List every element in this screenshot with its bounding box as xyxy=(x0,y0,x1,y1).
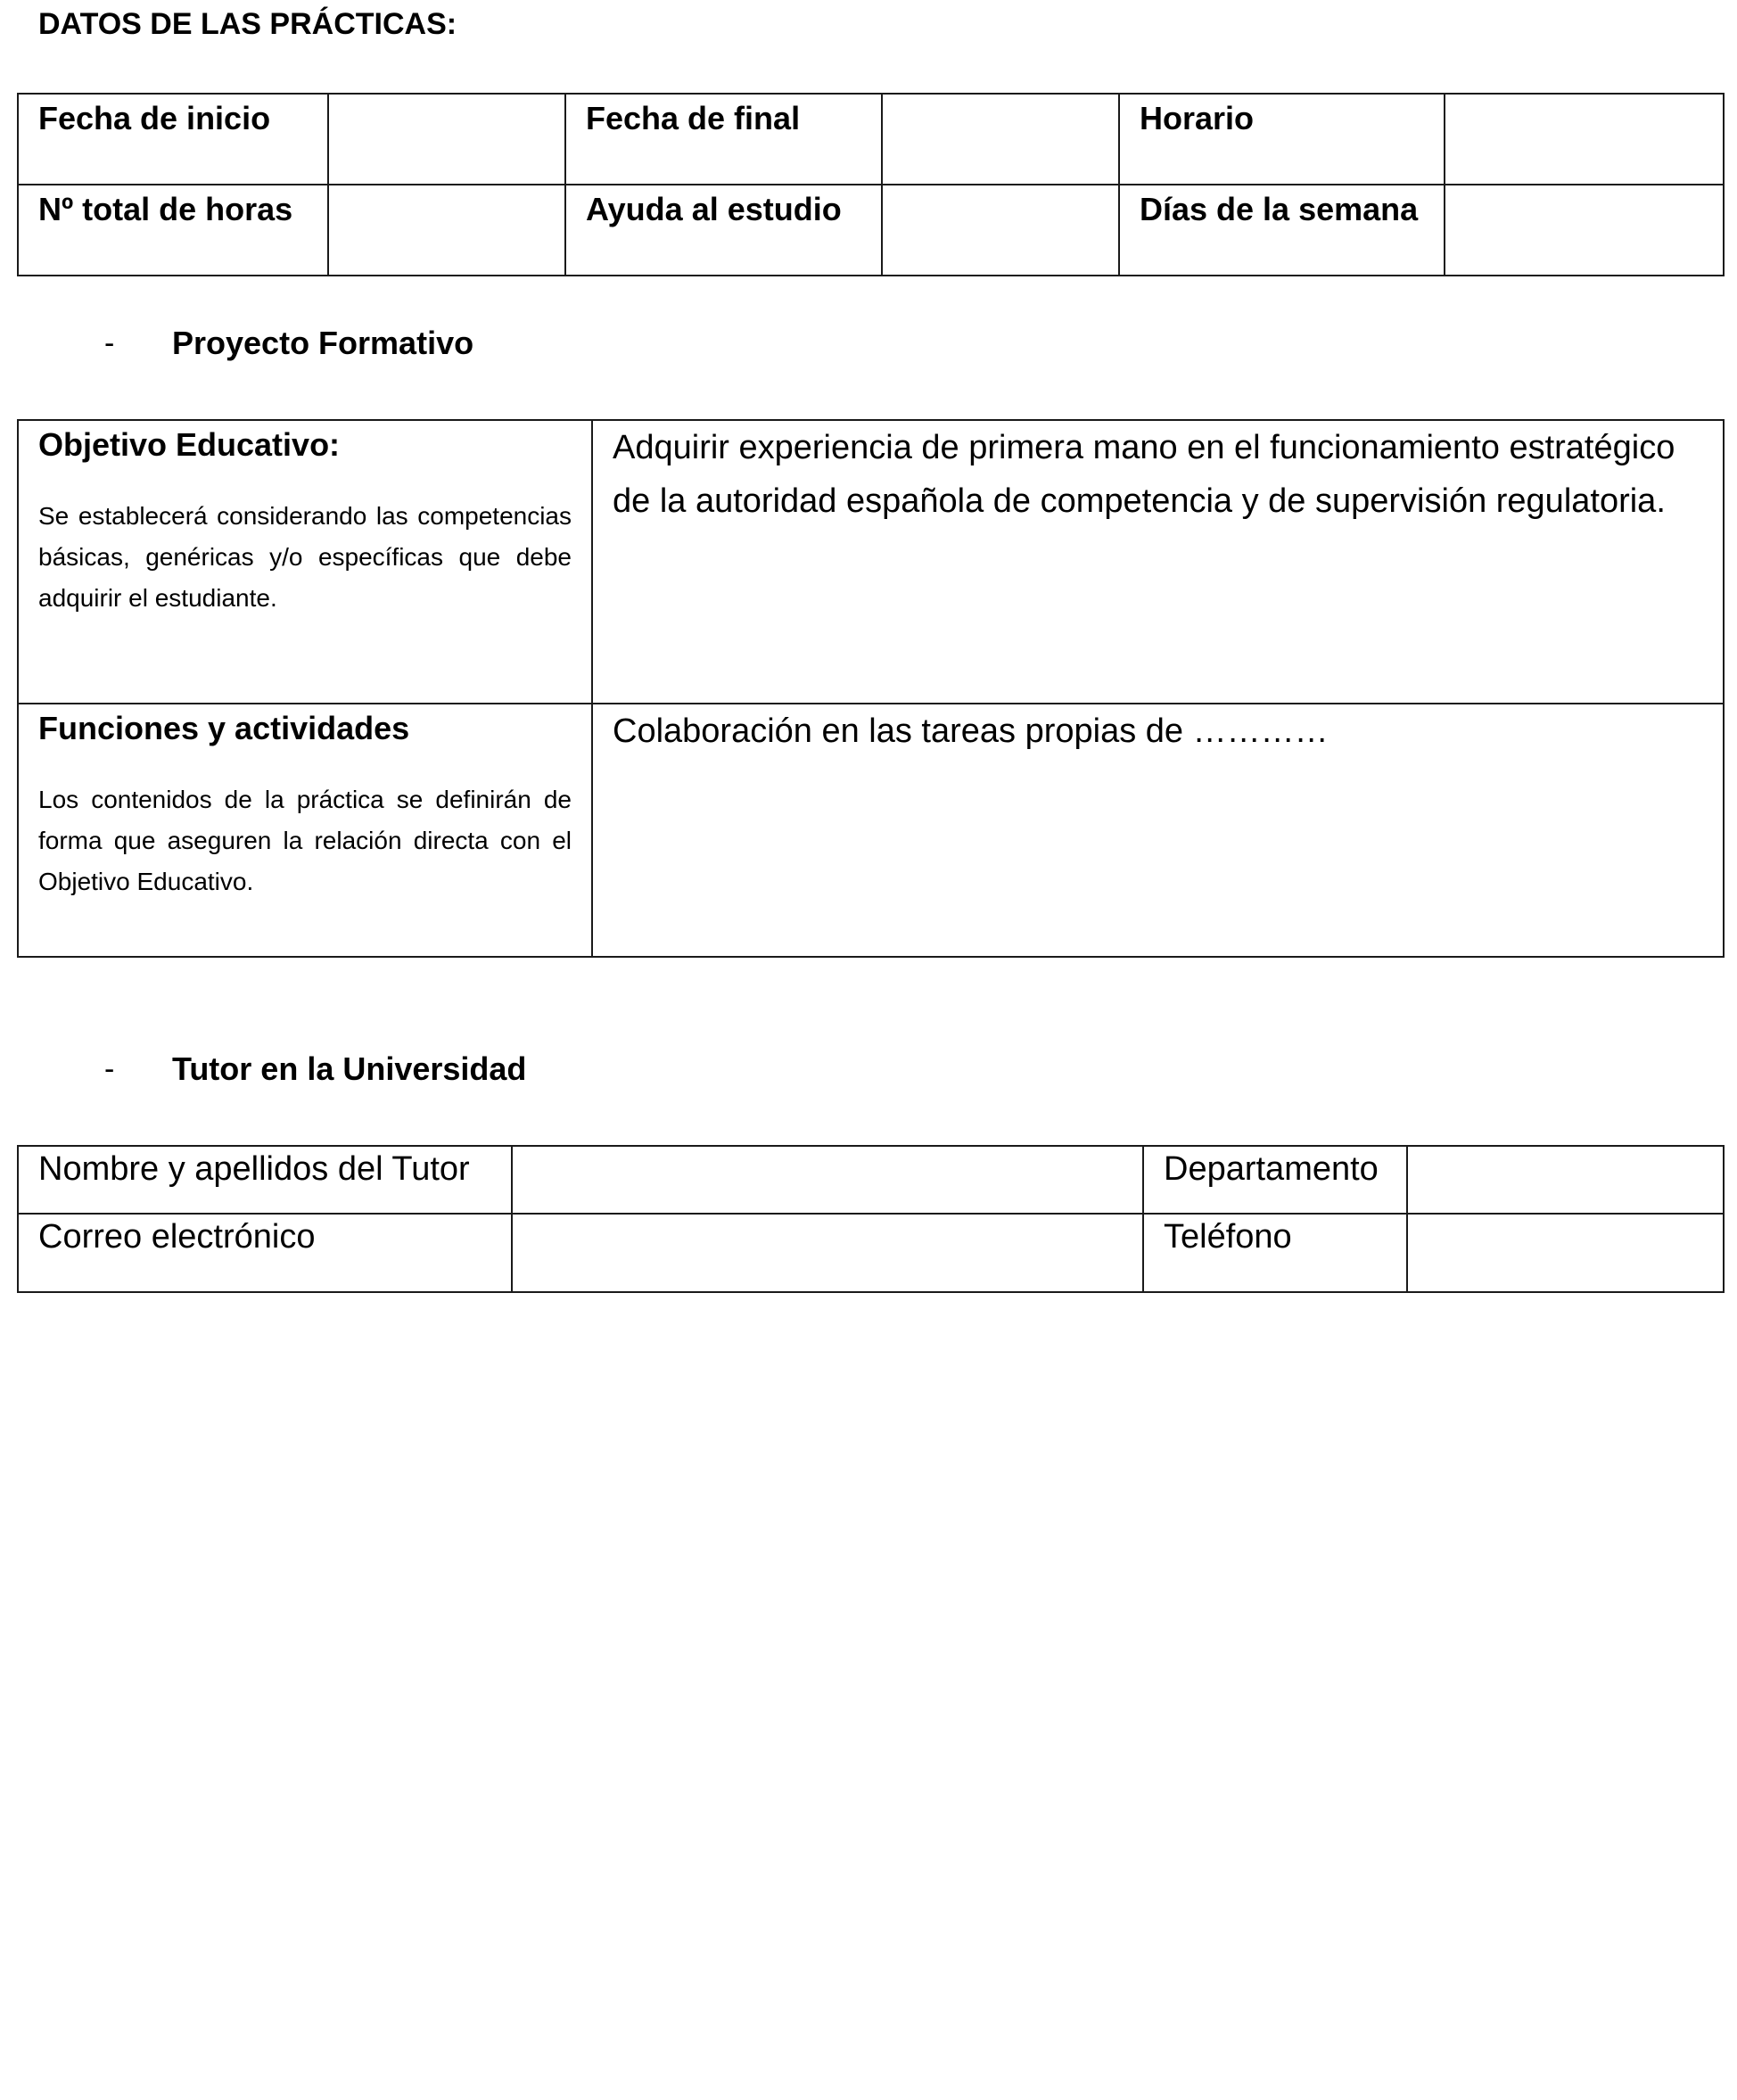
correo-value[interactable] xyxy=(512,1214,1143,1292)
objetivo-educativo-value[interactable]: Adquirir experiencia de primera mano en el funcionamiento estratégico de la autoridad española de competencia y de supervisión regulatoria. xyxy=(592,420,1724,704)
page-title: DATOS DE LAS PRÁCTICAS: xyxy=(38,7,457,41)
table-row xyxy=(18,704,1724,957)
total-horas-label: Nº total de horas xyxy=(18,185,328,276)
correo-label: Correo electrónico xyxy=(18,1214,512,1292)
fecha-inicio-value[interactable] xyxy=(328,94,565,185)
departamento-label: Departamento xyxy=(1143,1146,1407,1214)
horario-value[interactable] xyxy=(1445,94,1724,185)
funciones-label: Funciones y actividades xyxy=(38,710,410,746)
objetivo-educativo-description: Se establecerá considerando las competencias básicas, genéricas y/o específicas que debe adquirir el estudiante. xyxy=(38,502,572,612)
bullet-dash: - xyxy=(104,1052,115,1086)
tutor-table xyxy=(17,1145,1725,1293)
dias-semana-label: Días de la semana xyxy=(1119,185,1445,276)
objetivo-educativo-label: Objetivo Educativo: xyxy=(38,426,341,463)
section-title-tutor: Tutor en la Universidad xyxy=(172,1050,527,1087)
funciones-value[interactable]: Colaboración en las tareas propias de ………… xyxy=(592,704,1724,957)
funciones-cell xyxy=(18,704,592,957)
table-row xyxy=(18,1146,1724,1214)
practicas-table xyxy=(17,93,1725,276)
table-row xyxy=(18,94,1724,185)
nombre-tutor-label: Nombre y apellidos del Tutor xyxy=(18,1146,512,1214)
departamento-value[interactable] xyxy=(1407,1146,1724,1214)
objetivo-educativo-cell xyxy=(18,420,592,704)
table-row xyxy=(18,1214,1724,1292)
fecha-final-label: Fecha de final xyxy=(565,94,882,185)
ayuda-estudio-label: Ayuda al estudio xyxy=(565,185,882,276)
telefono-value[interactable] xyxy=(1407,1214,1724,1292)
telefono-label: Teléfono xyxy=(1143,1214,1407,1292)
nombre-tutor-value[interactable] xyxy=(512,1146,1143,1214)
dias-semana-value[interactable] xyxy=(1445,185,1724,276)
proyecto-formativo-table xyxy=(17,419,1725,958)
ayuda-estudio-value[interactable] xyxy=(882,185,1119,276)
bullet-dash: - xyxy=(104,326,115,360)
total-horas-value[interactable] xyxy=(328,185,565,276)
funciones-description: Los contenidos de la práctica se definirán de forma que aseguren la relación directa con el Objetivo Educativo. xyxy=(38,786,572,895)
table-row xyxy=(18,185,1724,276)
fecha-inicio-label: Fecha de inicio xyxy=(18,94,328,185)
table-row xyxy=(18,420,1724,704)
fecha-final-value[interactable] xyxy=(882,94,1119,185)
horario-label: Horario xyxy=(1119,94,1445,185)
section-title-proyecto: Proyecto Formativo xyxy=(172,325,474,361)
